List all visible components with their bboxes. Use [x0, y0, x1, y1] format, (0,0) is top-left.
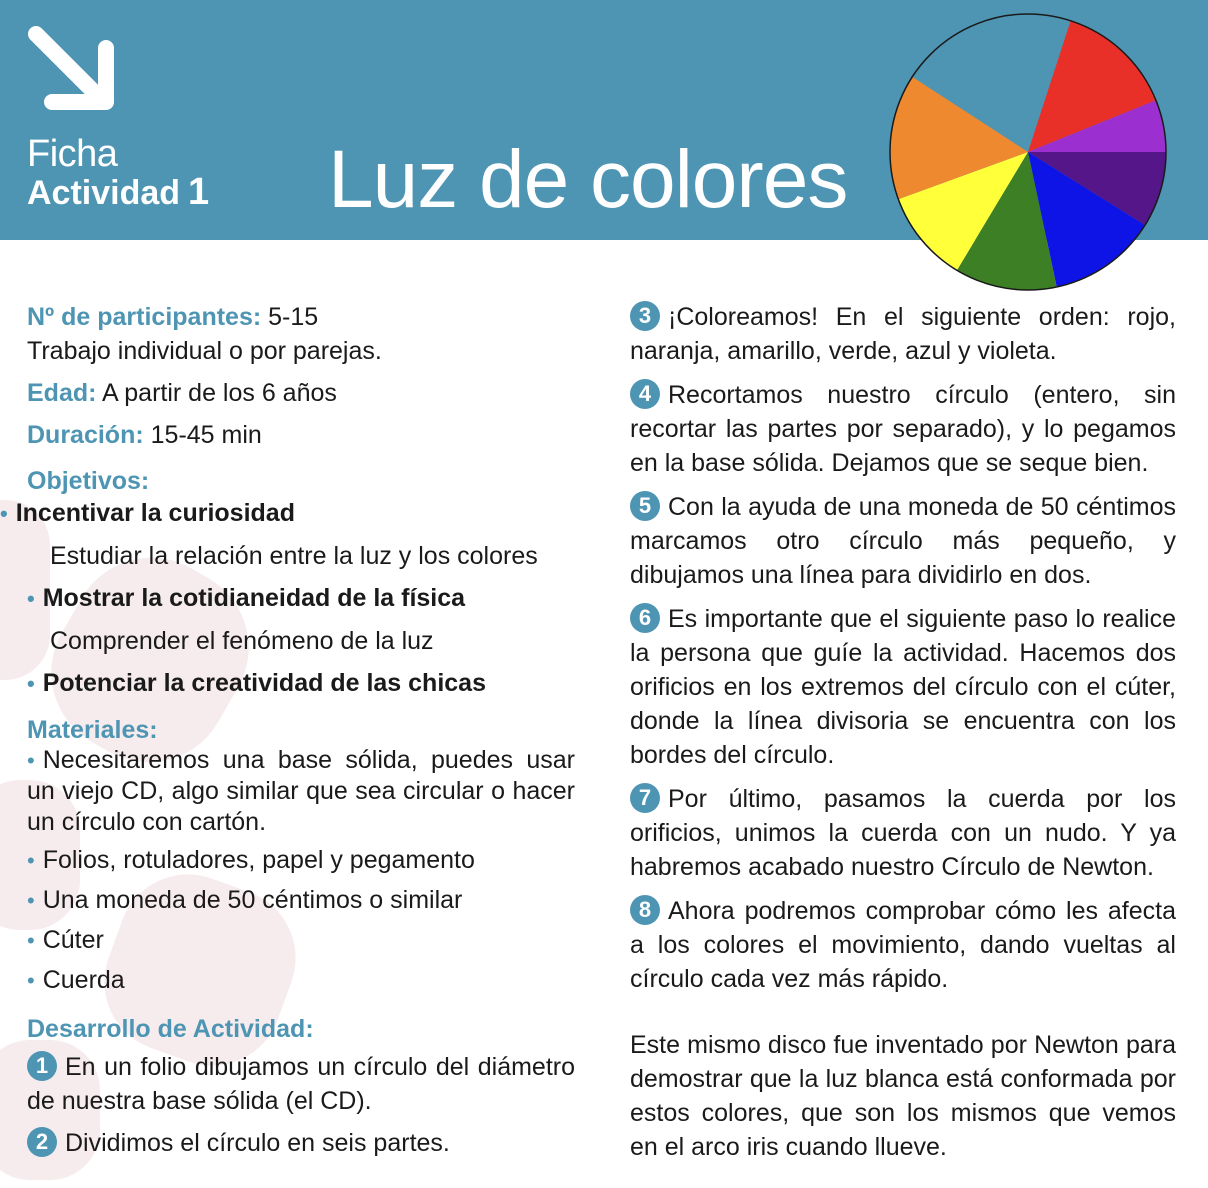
step-number-badge: 7	[630, 783, 660, 813]
left-column	[15, 300, 575, 1160]
step-number-badge: 3	[630, 301, 660, 331]
material-item	[27, 745, 575, 838]
step-8	[630, 894, 1176, 996]
ficha-label: Ficha	[27, 133, 118, 175]
objectives-heading: Objetivos:	[27, 467, 150, 495]
step-text: Con la ayuda de una moneda de 50 céntimos marcamos otro círculo más pequeño, y dibujamos una línea para dividirlo en dos.	[630, 493, 1176, 589]
step-5	[630, 490, 1176, 592]
conclusion-paragraph: Este mismo disco fue inventado por Newton para demostrar que la luz blanca está conformada por estos colores, que son los mismos que vemos en el arco iris cuando llueve.	[630, 1031, 1176, 1161]
step-number-badge: 2	[27, 1127, 57, 1157]
material-text: Cuerda	[42, 966, 125, 994]
material-item	[27, 923, 575, 958]
step-3	[630, 300, 1176, 368]
objective-text: Incentivar la curiosidad	[15, 499, 295, 527]
objective-item	[27, 666, 575, 701]
step-number-badge: 4	[630, 379, 660, 409]
page-title: Luz de colores	[328, 134, 848, 225]
step-text: En un folio dibujamos un círculo del diámetro de nuestra base sólida (el CD).	[27, 1053, 575, 1115]
duration-label: Duración:	[27, 421, 144, 449]
participants-label: Nº de participantes:	[27, 303, 262, 331]
step-text: Es importante que el siguiente paso lo realice la persona que guíe la actividad. Hacemos dos orificios en los extremos del círculo con el cúter, donde la línea divisoria se encuentra con los bordes del círculo.	[630, 605, 1176, 769]
activity-number-value: 1	[188, 171, 210, 213]
objective-item	[27, 581, 575, 616]
step-number-badge: 8	[630, 895, 660, 925]
step-1	[27, 1050, 575, 1118]
duration-line	[27, 418, 575, 452]
step-7	[630, 782, 1176, 884]
step-2	[27, 1126, 575, 1160]
participants-value: 5-15	[261, 303, 319, 331]
age-label: Edad:	[27, 379, 97, 407]
step-text: Recortamos nuestro círculo (entero, sin recortar las partes por separado), y lo pegamos en la base sólida. Dejamos que se seque bien.	[630, 381, 1176, 477]
material-item	[27, 843, 575, 878]
participants-line	[27, 300, 575, 334]
age-line	[27, 376, 575, 410]
development-heading: Desarrollo de Actividad:	[27, 1015, 314, 1043]
bullet-icon	[27, 746, 43, 774]
step-text: ¡Coloreamos! En el siguiente orden: rojo, naranja, amarillo, verde, azul y violeta.	[630, 303, 1176, 365]
objective-item	[0, 496, 575, 531]
step-text: Por último, pasamos la cuerda por los orificios, unimos la cuerda con un nudo. Y ya habremos acabado nuestro Círculo de Newton.	[630, 785, 1176, 881]
material-text: Folios, rotuladores, papel y pegamento	[42, 846, 475, 874]
duration-value: 15-45 min	[143, 421, 262, 449]
materials-heading: Materiales:	[27, 716, 158, 744]
step-number-badge: 1	[27, 1051, 57, 1081]
activity-label: Actividad	[27, 174, 181, 212]
material-text: Una moneda de 50 céntimos o similar	[42, 886, 463, 914]
material-item	[27, 963, 575, 998]
step-text: Ahora podremos comprobar cómo les afecta a los colores el movimiento, dando vueltas al círculo cada vez más rápido.	[630, 897, 1176, 993]
objective-text: Mostrar la cotidianeidad de la física	[42, 584, 466, 612]
objective-subtext: Estudiar la relación entre la luz y los colores	[50, 542, 538, 570]
color-wheel	[888, 12, 1168, 292]
work-mode: Trabajo individual o por parejas.	[27, 337, 382, 365]
right-column	[630, 300, 1176, 1164]
objective-subtext: Comprender el fenómeno de la luz	[50, 627, 434, 655]
step-number-badge: 6	[630, 603, 660, 633]
step-4	[630, 378, 1176, 480]
step-text: Dividimos el círculo en seis partes.	[65, 1129, 450, 1157]
material-text: Necesitaremos una base sólida, puedes usar un viejo CD, algo similar que sea circular o hacer un círculo con cartón.	[27, 746, 575, 836]
objective-text: Potenciar la creatividad de las chicas	[42, 669, 486, 697]
material-item	[27, 883, 575, 918]
age-value: A partir de los 6 años	[96, 379, 337, 407]
material-text: Cúter	[42, 926, 104, 954]
step-number-badge: 5	[630, 491, 660, 521]
activity-number	[27, 172, 209, 213]
step-6	[630, 602, 1176, 772]
arrow-down-right-icon	[22, 18, 122, 118]
